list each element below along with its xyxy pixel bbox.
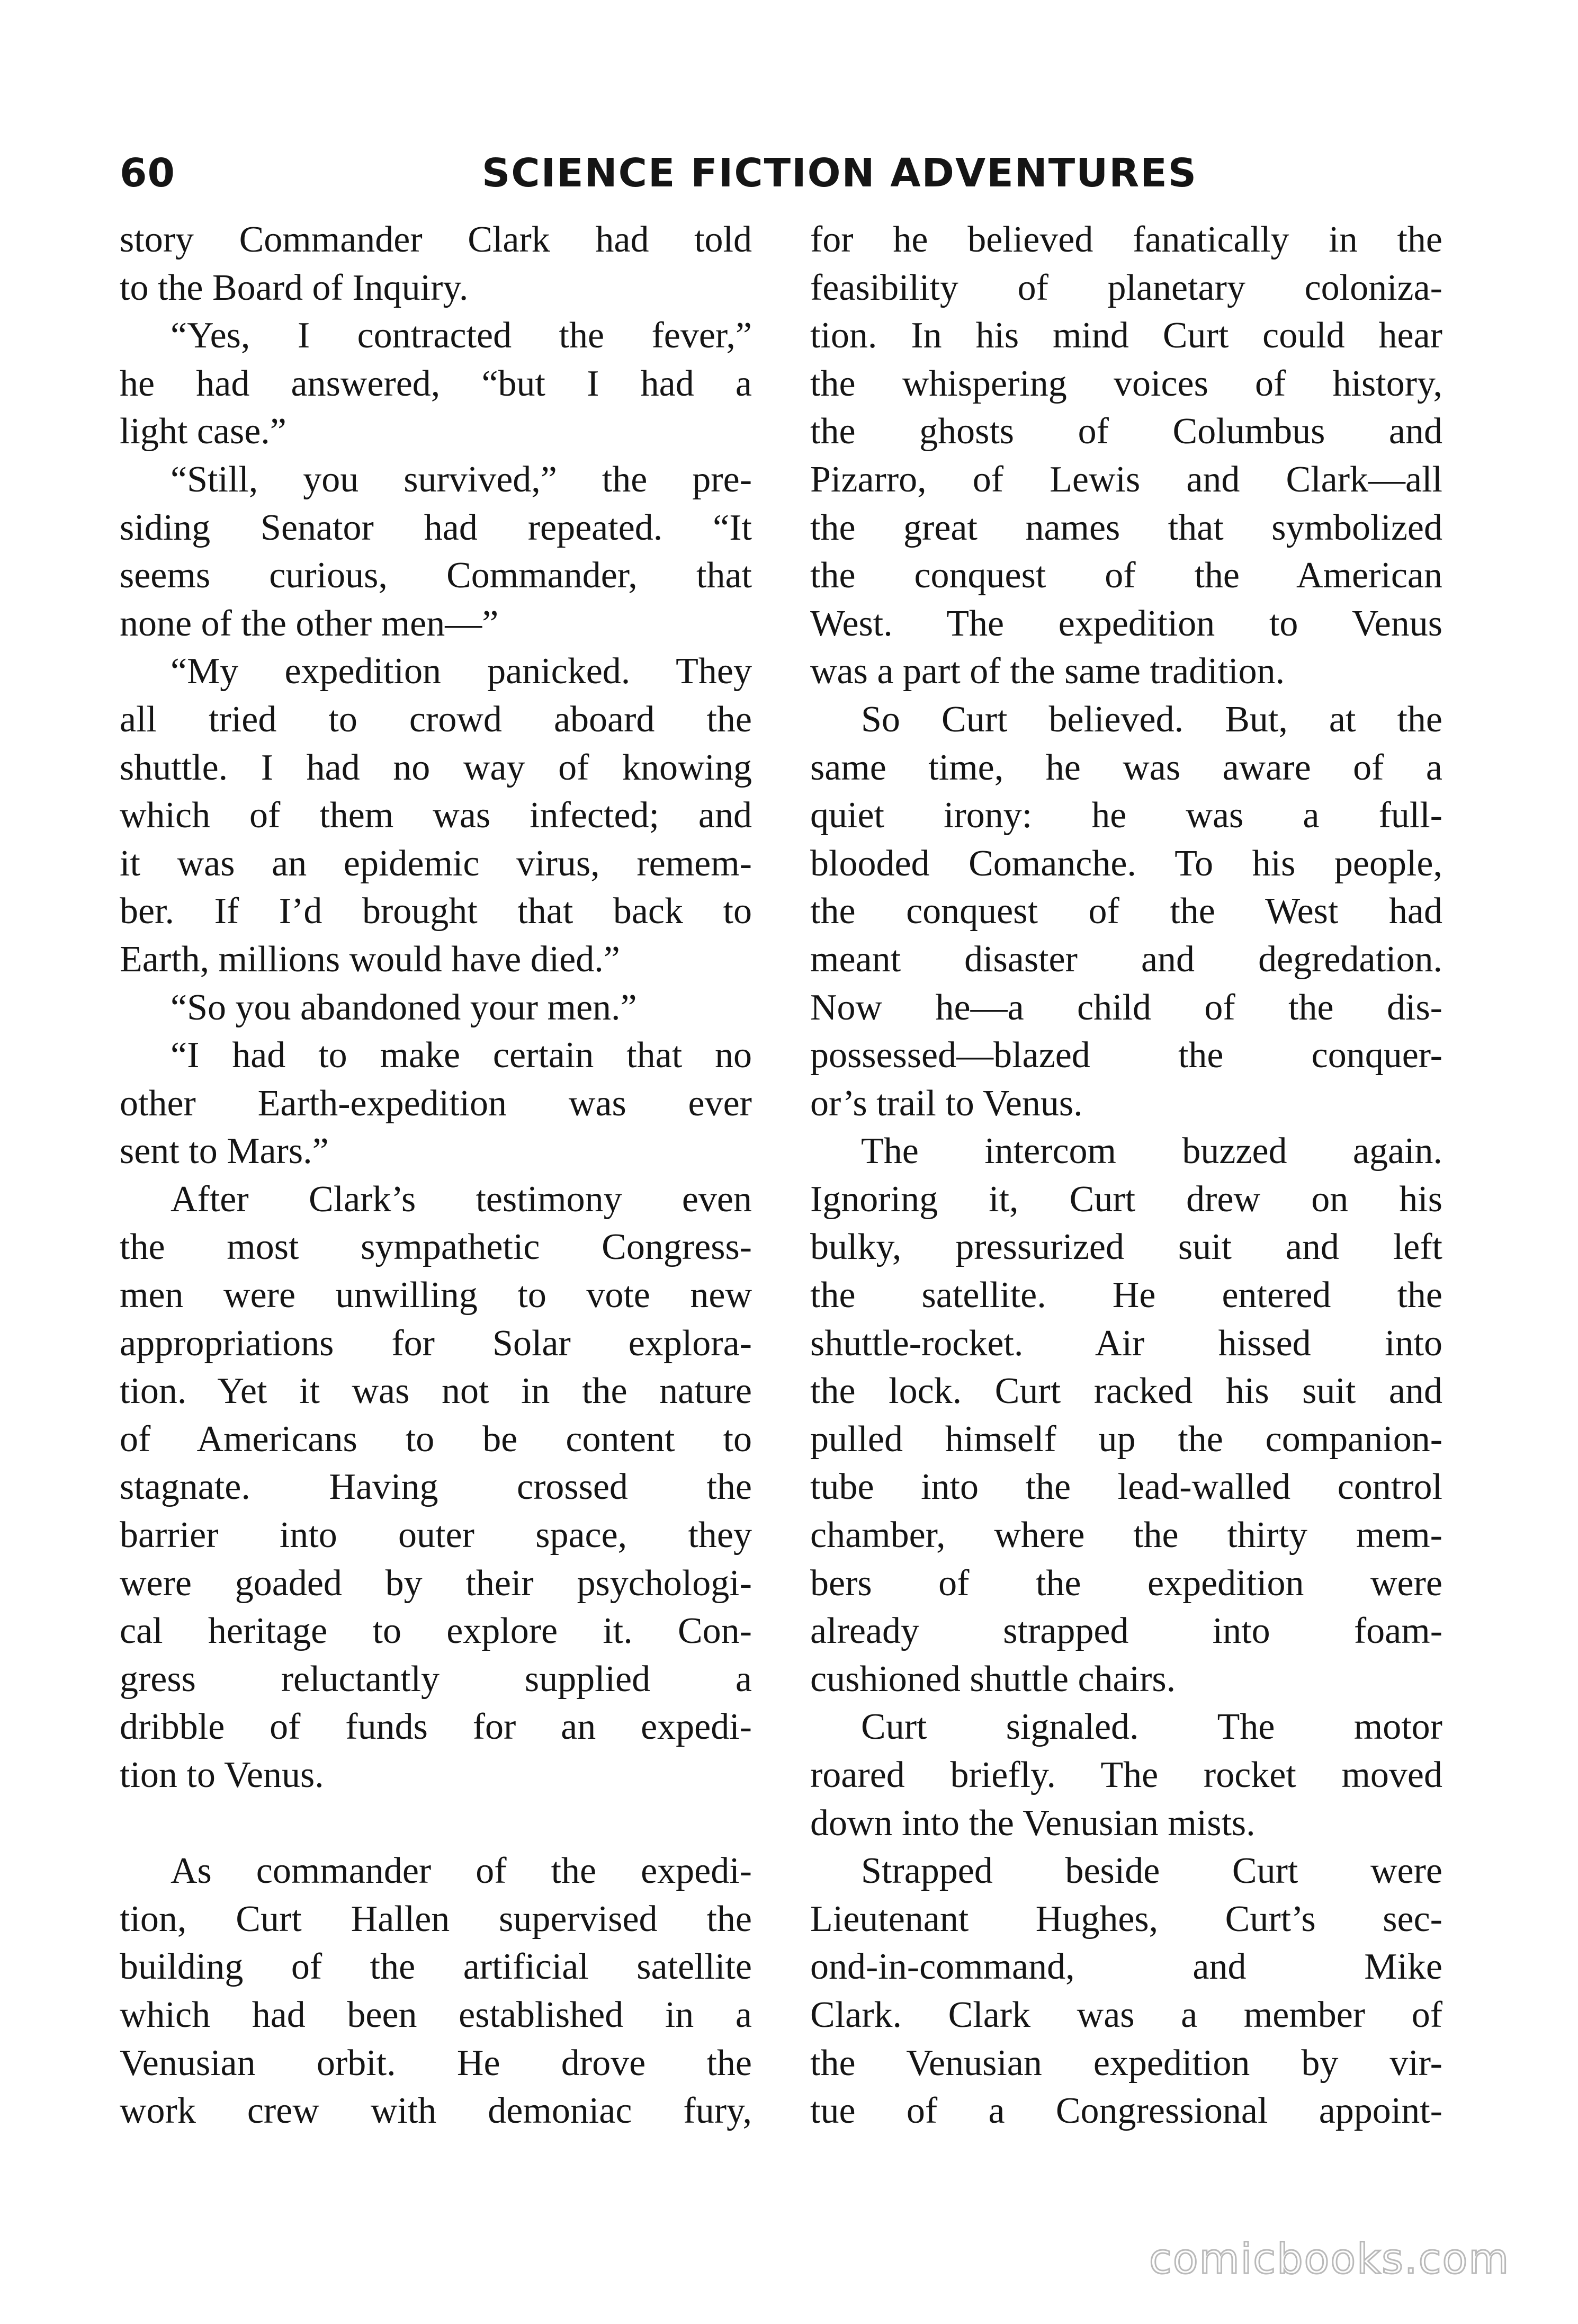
text-line: tion. In his mind Curt could hear [810, 315, 1442, 356]
text-line: Strapped beside Curt were [861, 1851, 1442, 1892]
text-line: “I had to make certain that no [171, 1035, 752, 1076]
text-line: the lock. Curt racked his suit and [810, 1371, 1442, 1412]
text-line: which had been established in a [120, 1994, 752, 2035]
text-line: meant disaster and degredation. [810, 938, 1442, 980]
text-line: the conquest of the West had [810, 891, 1442, 932]
text-line: roared briefly. The rocket moved [810, 1755, 1442, 1795]
text-line: gress reluctantly supplied a [120, 1658, 752, 1700]
text-line: of Americans to be content to [120, 1418, 752, 1460]
text-line: So Curt believed. But, at the [861, 699, 1442, 740]
text-line: building of the artificial satellite [120, 1946, 752, 1988]
text-line: the most sympathetic Congress- [120, 1227, 752, 1268]
text-line: appropriations for Solar explora- [120, 1322, 752, 1364]
text-line: to the Board of Inquiry. [120, 267, 469, 308]
watermark-logo: comicbooks.com [1149, 2236, 1510, 2283]
text-line: tion. Yet it was not in the nature [120, 1371, 752, 1412]
text-line: quiet irony: he was a full- [810, 795, 1442, 836]
text-line: cal heritage to explore it. Con- [120, 1611, 752, 1652]
text-line: was a part of the same tradition. [810, 651, 1285, 692]
text-line: all tried to crowd aboard the [120, 699, 752, 740]
text-line: the whispering voices of history, [810, 363, 1442, 404]
text-line: for he believed fanatically in the [810, 219, 1442, 260]
text-line: same time, he was aware of a [810, 747, 1442, 788]
text-line: possessed—blazed the conquer- [810, 1035, 1442, 1076]
text-line: shuttle-rocket. Air hissed into [810, 1322, 1442, 1364]
text-line: which of them was infected; and [120, 795, 752, 836]
text-line: tion to Venus. [120, 1755, 324, 1795]
text-line: the great names that symbolized [810, 507, 1442, 548]
running-head: SCIENCE FICTION ADVENTURES [482, 150, 1198, 196]
text-line: story Commander Clark had told [120, 219, 752, 260]
text-line: Pizarro, of Lewis and Clark—all [810, 459, 1442, 500]
text-line: “So you abandoned your men.” [171, 987, 637, 1028]
text-line: it was an epidemic virus, remem- [120, 843, 752, 884]
left-text-column [120, 216, 752, 2135]
text-line: West. The expedition to Venus [810, 603, 1442, 644]
text-line: seems curious, Commander, that [120, 555, 752, 596]
text-line: the satellite. He entered the [810, 1275, 1442, 1316]
text-line: Clark. Clark was a member of [810, 1994, 1442, 2035]
text-line: he had answered, “but I had a [120, 363, 752, 404]
text-line: work crew with demoniac fury, [120, 2090, 752, 2132]
text-line: the ghosts of Columbus and [810, 411, 1442, 452]
text-line: cushioned shuttle chairs. [810, 1658, 1176, 1700]
page-number: 60 [120, 150, 175, 196]
text-line: Earth, millions would have died.” [120, 938, 620, 980]
text-line: shuttle. I had no way of knowing [120, 747, 752, 788]
text-line: Curt signaled. The motor [861, 1706, 1442, 1748]
text-line: men were unwilling to vote new [120, 1275, 752, 1316]
text-line: ber. If I’d brought that back to [120, 891, 752, 932]
text-line: dribble of funds for an expedi- [120, 1706, 752, 1748]
text-line: “My expedition panicked. They [171, 651, 752, 692]
text-line: bers of the expedition were [810, 1562, 1442, 1604]
text-line: pulled himself up the companion- [810, 1418, 1442, 1460]
text-line: bulky, pressurized suit and left [810, 1227, 1442, 1268]
text-line: tion, Curt Hallen supervised the [120, 1898, 752, 1939]
text-line: As commander of the expedi- [171, 1851, 752, 1892]
text-line: Now he—a child of the dis- [810, 987, 1442, 1028]
text-line: siding Senator had repeated. “It [120, 507, 752, 548]
text-line: other Earth-expedition was ever [120, 1083, 752, 1124]
right-text-column [810, 216, 1442, 2135]
text-line: stagnate. Having crossed the [120, 1467, 752, 1508]
text-line: ond-in-command, and Mike [810, 1946, 1442, 1988]
text-line: or’s trail to Venus. [810, 1083, 1083, 1124]
text-line: were goaded by their psychologi- [120, 1562, 752, 1604]
text-line: The intercom buzzed again. [861, 1131, 1442, 1172]
text-line: light case.” [120, 411, 286, 452]
text-line: blooded Comanche. To his people, [810, 843, 1442, 884]
text-line: “Still, you survived,” the pre- [171, 459, 752, 500]
text-line: already strapped into foam- [810, 1611, 1442, 1652]
text-line: Lieutenant Hughes, Curt’s sec- [810, 1898, 1442, 1939]
text-line: the conquest of the American [810, 555, 1442, 596]
text-line: tube into the lead-walled control [810, 1467, 1442, 1508]
paragraph-break [120, 1800, 752, 1848]
text-line: After Clark’s testimony even [171, 1178, 752, 1220]
text-line: Ignoring it, Curt drew on his [810, 1178, 1442, 1220]
text-line: none of the other men—” [120, 603, 499, 644]
text-line: barrier into outer space, they [120, 1515, 752, 1556]
text-line: feasibility of planetary coloniza- [810, 267, 1442, 308]
text-line: the Venusian expedition by vir- [810, 2042, 1442, 2084]
text-line: Venusian orbit. He drove the [120, 2042, 752, 2084]
text-line: chamber, where the thirty mem- [810, 1515, 1442, 1556]
text-line: down into the Venusian mists. [810, 1802, 1256, 1844]
page-header [120, 144, 1454, 202]
text-line: “Yes, I contracted the fever,” [171, 315, 752, 356]
text-line: tue of a Congressional appoint- [810, 2090, 1442, 2132]
text-line: sent to Mars.” [120, 1131, 329, 1172]
